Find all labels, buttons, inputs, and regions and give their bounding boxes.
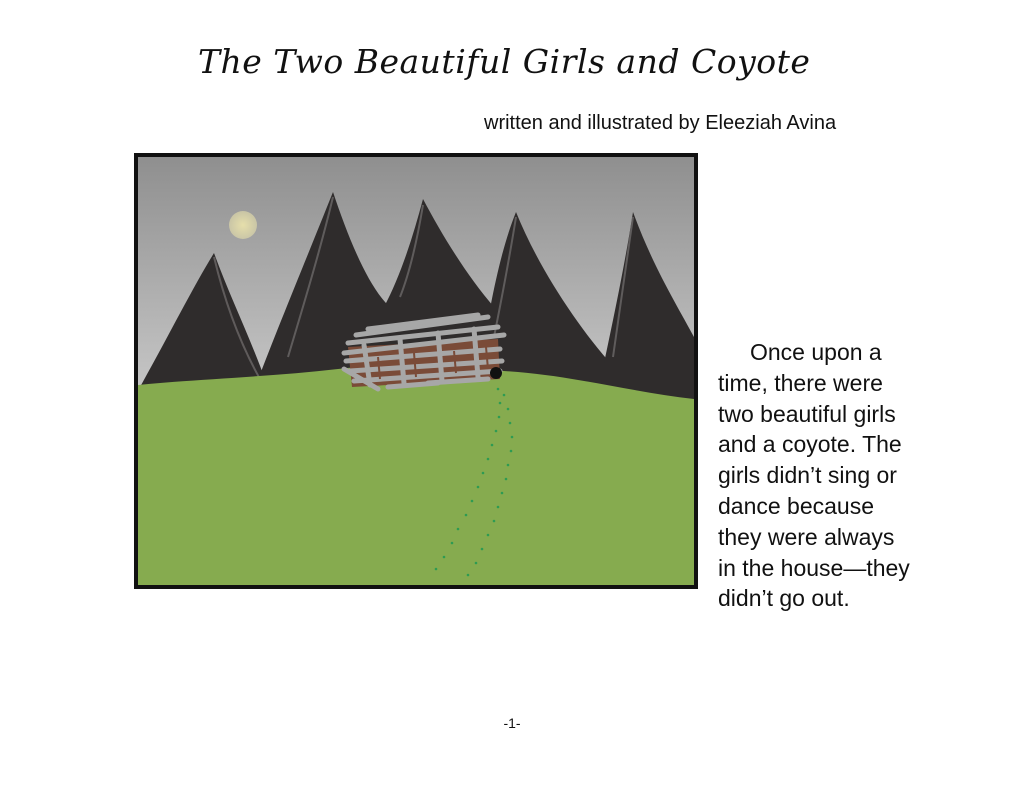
author-byline: written and illustrated by Eleeziah Avina <box>484 112 837 134</box>
grass <box>138 366 694 585</box>
story-illustration <box>134 153 698 589</box>
house-door-hole <box>490 367 502 379</box>
story-title: The Two Beautiful Girls and Coyote <box>198 42 811 81</box>
illustration-scene <box>138 157 694 585</box>
story-text-block <box>718 337 968 614</box>
sun <box>229 211 257 239</box>
story-paragraph: Once upon a time, there were two beautiful girls and a coyote. The girls didn’t sing or dance because they were always in the house—they didn’t go out. <box>718 339 910 612</box>
page-number: -1- <box>503 715 521 731</box>
